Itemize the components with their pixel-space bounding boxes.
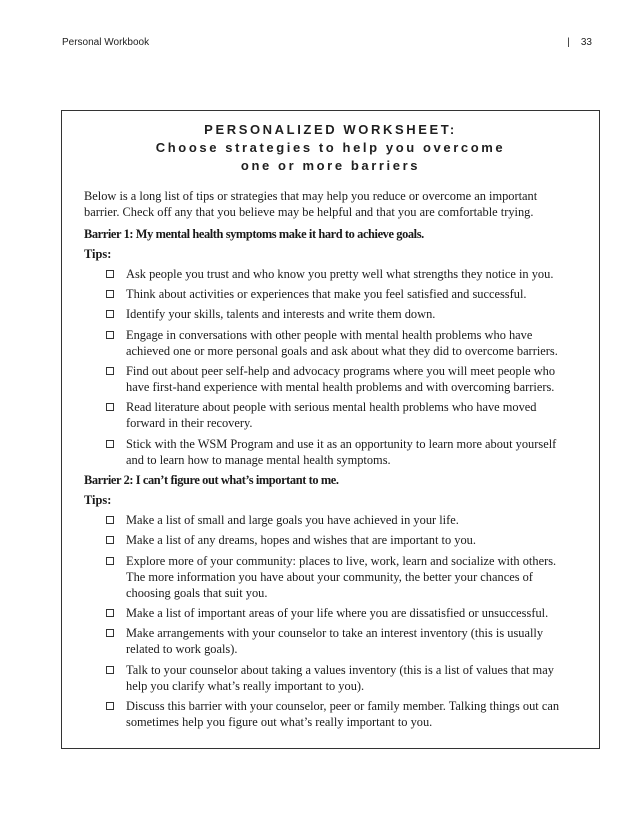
checklist-item	[84, 626, 594, 658]
running-title: Personal Workbook	[62, 37, 150, 48]
checkbox[interactable]	[106, 403, 114, 411]
checklist-item-text: forward in their recovery.	[126, 416, 253, 431]
checklist-item-text: Make a list of any dreams, hopes and wishes that are important to you.	[126, 533, 476, 548]
checkbox[interactable]	[106, 629, 114, 637]
checklist-item-text: Engage in conversations with other people with mental health problems who have	[126, 327, 533, 342]
checklist-item	[84, 400, 594, 432]
title-line-2: Choose strategies to help you overcome	[155, 140, 506, 155]
checklist-item-text: Stick with the WSM Program and use it as an opportunity to learn more about yourself	[126, 436, 557, 451]
checkbox[interactable]	[106, 440, 114, 448]
checkbox[interactable]	[106, 557, 114, 565]
checklist-item-text: help you clarify what’s really important to you).	[126, 678, 365, 693]
checklist-item-text: sometimes help you figure out what’s really important to you.	[126, 714, 433, 729]
checkbox[interactable]	[106, 702, 114, 710]
checkbox[interactable]	[106, 290, 114, 298]
checklist-item	[84, 437, 594, 469]
intro-line-1: Below is a long list of tips or strategies that may help you reduce or overcome an important	[84, 189, 538, 203]
checkbox[interactable]	[106, 270, 114, 278]
checkbox[interactable]	[106, 609, 114, 617]
intro-line-2: barrier. Check off any that you believe may be helpful and that you are comfortable trying.	[84, 204, 534, 219]
intro-paragraph	[84, 189, 594, 221]
checkbox[interactable]	[106, 331, 114, 339]
barrier-2-tips-list	[84, 513, 594, 731]
checklist-item	[84, 699, 594, 731]
checklist-item-text: Make a list of important areas of your life where you are dissatisfied or unsuccessful.	[126, 605, 549, 620]
checklist-item	[84, 328, 594, 360]
barrier-1-heading: Barrier 1: My mental health symptoms make it hard to achieve goals.	[84, 226, 424, 241]
checklist-item-text: choosing goals that suit you.	[126, 585, 268, 600]
barrier-2-heading: Barrier 2: I can’t figure out what’s important to me.	[84, 473, 339, 488]
checklist-item-text: and to learn how to manage mental health symptoms.	[126, 452, 391, 467]
checkbox[interactable]	[106, 536, 114, 544]
checklist-item-text: Discuss this barrier with your counselor, peer or family member. Talking things out can	[126, 698, 560, 713]
page-number-block	[567, 37, 592, 48]
checkbox[interactable]	[106, 310, 114, 318]
checklist-item	[84, 533, 594, 549]
checklist-item	[84, 554, 594, 602]
checklist-item-text: achieved one or more personal goals and ask about what they did to overcome barriers.	[126, 343, 558, 358]
checklist-item-text: Identify your skills, talents and interests and write them down.	[126, 307, 436, 322]
checklist-item-text: Ask people you trust and who know you pretty well what strengths they notice in you.	[126, 266, 554, 281]
checklist-item-text: Make a list of small and large goals you have achieved in your life.	[126, 512, 459, 527]
checklist-item-text: Think about activities or experiences that make you feel satisfied and successful.	[126, 287, 527, 302]
page-number: 33	[580, 37, 592, 48]
checklist-item-text: Make arrangements with your counselor to take an interest inventory (this is usually	[126, 626, 544, 641]
barrier-1-tips-label: Tips:	[84, 246, 112, 261]
checklist-item-text: Talk to your counselor about taking a values inventory (this is a list of values that may	[126, 662, 554, 677]
worksheet-content	[84, 189, 594, 735]
checklist-item	[84, 513, 594, 529]
checklist-item	[84, 606, 594, 622]
checkbox[interactable]	[106, 367, 114, 375]
checklist-item	[84, 307, 594, 323]
header-separator: |	[567, 37, 570, 48]
checklist-item-text: Explore more of your community: places to live, work, learn and socialize with others.	[126, 553, 557, 568]
checklist-item-text: have first-hand experience with mental health problems and with overcoming barriers.	[126, 380, 555, 395]
checklist-item	[84, 267, 594, 283]
checklist-item-text: Read literature about people with serious mental health problems who have moved	[126, 400, 537, 415]
checklist-item	[84, 364, 594, 396]
checklist-item-text: Find out about peer self-help and advocacy programs where you will meet people who	[126, 364, 556, 379]
checklist-item-text: The more information you have about your community, the better your chances of	[126, 569, 533, 584]
title-line-3: one or more barriers	[240, 158, 421, 173]
checklist-item	[84, 287, 594, 303]
checklist-item	[84, 663, 594, 695]
title-line-1: PERSONALIZED WORKSHEET:	[204, 122, 457, 137]
barrier-2-tips-label: Tips:	[84, 493, 112, 507]
worksheet-title	[61, 121, 600, 175]
checklist-item-text: related to work goals).	[126, 642, 238, 657]
checkbox[interactable]	[106, 516, 114, 524]
barrier-1-tips-list	[84, 267, 594, 469]
checkbox[interactable]	[106, 666, 114, 674]
